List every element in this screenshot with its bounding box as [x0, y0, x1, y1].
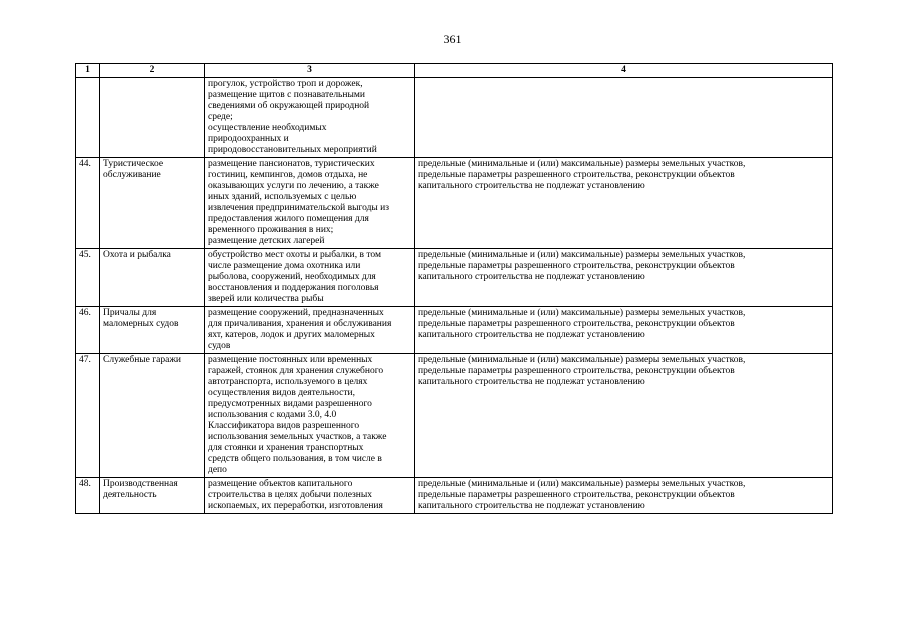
land-use-parameters-line: капитального строительства не подлежат установлению [418, 272, 645, 282]
land-use-parameters [415, 249, 833, 307]
land-use-name [100, 78, 205, 158]
land-use-description-line: для причаливания, хранения и обслуживания [208, 319, 392, 329]
table-row [76, 78, 833, 158]
land-use-description-line: размещение объектов капитального [208, 479, 353, 489]
land-use-description-line: прогулок, устройство троп и дорожек, [208, 79, 363, 89]
land-use-description-line: извлечения предпринимательской выгоды из [208, 203, 390, 213]
row-number-line: 48. [79, 479, 91, 489]
land-use-parameters-line: предельные параметры разрешенного строительства, реконструкции объектов [418, 319, 735, 329]
land-use-name-line: деятельность [103, 490, 157, 500]
land-use-parameters-line: предельные (минимальные и (или) максимальные) размеры земельных участков, [418, 479, 746, 489]
row-number-line: 47. [79, 355, 91, 365]
table-row [76, 158, 833, 249]
land-use-description-line: осуществления видов деятельности, [208, 388, 355, 398]
header-col-2: 2 [100, 64, 205, 78]
land-use-description-line: размещение щитов с познавательными [208, 90, 365, 100]
row-number [76, 158, 100, 249]
land-use-description-line: иных зданий, используемых с целью [208, 192, 357, 202]
land-use-description-line: размещение сооружений, предназначенных [208, 308, 384, 318]
land-use-description-line: для стоянки и хранения транспортных [208, 443, 364, 453]
land-use-description-line: обустройство мест охоты и рыбалки, в том [208, 250, 381, 260]
land-use-parameters-line: предельные параметры разрешенного строительства, реконструкции объектов [418, 170, 735, 180]
land-use-parameters [415, 354, 833, 478]
land-use-description-line: автотранспорта, используемого в целях [208, 377, 368, 387]
header-row [76, 64, 833, 78]
land-use-parameters-line: предельные параметры разрешенного строительства, реконструкции объектов [418, 366, 735, 376]
table-row [76, 249, 833, 307]
land-use-description-line: гаражей, стоянок для хранения служебного [208, 366, 384, 376]
land-use-description [205, 78, 415, 158]
land-use-parameters-line: предельные параметры разрешенного строительства, реконструкции объектов [418, 490, 735, 500]
land-use-description-line: Классификатора видов разрешенного [208, 421, 360, 431]
land-use-name-line: Охота и рыбалка [103, 250, 171, 260]
land-use-name-line: Служебные гаражи [103, 355, 181, 365]
land-use-parameters [415, 78, 833, 158]
header-col-1: 1 [76, 64, 100, 78]
land-use-description-line: гостиниц, кемпингов, домов отдыха, не [208, 170, 368, 180]
land-use-description-line: размещение детских лагерей [208, 236, 325, 246]
land-use-description [205, 249, 415, 307]
land-use-table [75, 63, 833, 514]
land-use-description-line: сведениями об окружающей природной [208, 101, 370, 111]
land-use-description-line: рыболова, сооружений, необходимых для [208, 272, 376, 282]
land-use-parameters-line: предельные (минимальные и (или) максимальные) размеры земельных участков, [418, 308, 746, 318]
land-use-description [205, 307, 415, 354]
land-use-name [100, 354, 205, 478]
land-use-description-line: размещение постоянных или временных [208, 355, 373, 365]
row-number [76, 307, 100, 354]
land-use-description-line: природовосстановительных мероприятий [208, 145, 377, 155]
table-row [76, 478, 833, 514]
row-number [76, 354, 100, 478]
land-use-description-line: судов [208, 341, 231, 351]
land-use-parameters [415, 307, 833, 354]
row-number-line: 45. [79, 250, 91, 260]
land-use-name-line: маломерных судов [103, 319, 179, 329]
land-use-description-line: осуществление необходимых [208, 123, 327, 133]
land-use-description-line: среде; [208, 112, 233, 122]
land-use-description-line: восстановления и поддержания поголовья [208, 283, 379, 293]
land-use-description-line: яхт, катеров, лодок и других маломерных [208, 330, 375, 340]
table-row [76, 354, 833, 478]
land-use-description-line: использования земельных участков, а также [208, 432, 387, 442]
land-use-description-line: предоставления жилого помещения для [208, 214, 369, 224]
land-use-description-line: оказывающих услуги по лечению, а также [208, 181, 379, 191]
land-use-parameters-line: капитального строительства не подлежат установлению [418, 377, 645, 387]
land-use-name [100, 249, 205, 307]
land-use-description [205, 478, 415, 514]
land-use-description-line: средств общего пользования, в том числе в [208, 454, 382, 464]
row-number [76, 478, 100, 514]
land-use-name [100, 478, 205, 514]
land-use-description-line: зверей или количества рыбы [208, 294, 324, 304]
land-use-parameters-line: предельные (минимальные и (или) максимальные) размеры земельных участков, [418, 159, 746, 169]
land-use-description-line: предусмотренных видами разрешенного [208, 399, 372, 409]
land-use-description [205, 354, 415, 478]
row-number [76, 78, 100, 158]
land-use-parameters-line: предельные (минимальные и (или) максимальные) размеры земельных участков, [418, 355, 746, 365]
land-use-description-line: ископаемых, их переработки, изготовления [208, 501, 383, 511]
land-use-description-line: числе размещение дома охотника или [208, 261, 361, 271]
table-row [76, 307, 833, 354]
land-use-name-line: обслуживание [103, 170, 161, 180]
land-use-parameters-line: капитального строительства не подлежат установлению [418, 501, 645, 511]
land-use-name-line: Производственная [103, 479, 178, 489]
land-use-parameters-line: предельные (минимальные и (или) максимальные) размеры земельных участков, [418, 250, 746, 260]
land-use-description-line: временного проживания в них; [208, 225, 334, 235]
land-use-description-line: использования с кодами 3.0, 4.0 [208, 410, 337, 420]
header-col-3: 3 [205, 64, 415, 78]
land-use-name-line: Туристическое [103, 159, 164, 169]
land-use-name [100, 158, 205, 249]
land-use-description-line: природоохранных и [208, 134, 289, 144]
row-number-line: 46. [79, 308, 91, 318]
row-number-line: 44. [79, 159, 91, 169]
land-use-parameters [415, 478, 833, 514]
land-use-description-line: размещение пансионатов, туристических [208, 159, 375, 169]
land-use-description-line: депо [208, 465, 227, 475]
land-use-parameters [415, 158, 833, 249]
page-number: 361 [443, 32, 462, 46]
header-col-4: 4 [415, 64, 833, 78]
land-use-parameters-line: капитального строительства не подлежат установлению [418, 330, 645, 340]
land-use-description-line: строительства в целях добычи полезных [208, 490, 373, 500]
land-use-description [205, 158, 415, 249]
land-use-parameters-line: предельные параметры разрешенного строительства, реконструкции объектов [418, 261, 735, 271]
table-body [76, 78, 833, 514]
land-use-name [100, 307, 205, 354]
land-use-parameters-line: капитального строительства не подлежат установлению [418, 181, 645, 191]
land-use-name-line: Причалы для [103, 308, 157, 318]
row-number [76, 249, 100, 307]
